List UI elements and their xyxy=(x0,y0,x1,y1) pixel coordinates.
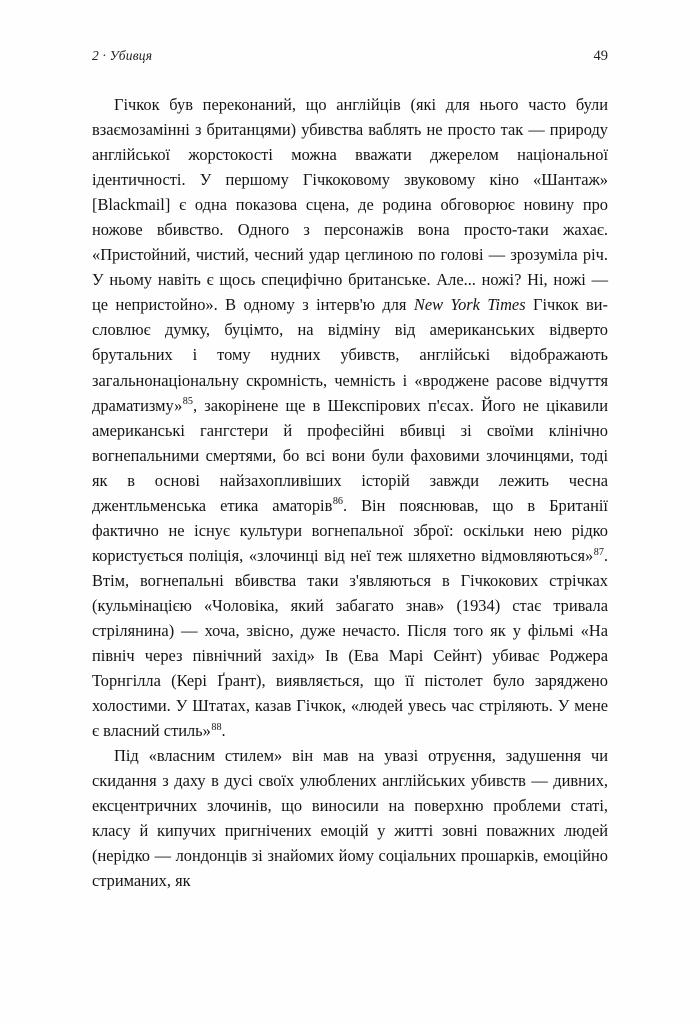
running-head-chapter-title: 2 · Убивця xyxy=(92,48,153,63)
footnote-marker: 88 xyxy=(211,721,222,733)
footnote-marker: 87 xyxy=(593,546,604,558)
page-number: 49 xyxy=(593,48,608,64)
body-text-block xyxy=(92,92,608,894)
running-head xyxy=(92,48,608,70)
paragraph: Під «власним стилем» він мав на увазі отруєння, задушення чи скидання з даху в дусі своїх улюблених англійських убивств — дивних, ексцентричних злочинів, що виносили на поверхню проблеми статі, класу й кипучих пригнічених емоцій у житті зовні поважних людей (нерідко — лондонців зі знайомих йому соціальних прошарків, емоційно стриманих, як xyxy=(92,746,608,891)
footnote-marker: 86 xyxy=(332,496,343,508)
footnote-marker: 85 xyxy=(182,396,193,408)
italic-title: New York Times xyxy=(413,295,526,315)
paragraph: Гічкок був переконаний, що англійців (які для нього часто були взаємозамінні з британцями) убивства ваблять не просто так — природу англійської жорстокості можна вважати джерелом національної ідентичності. У першому Гічкоковому звуковому кіно «Шантаж» [Blackmail] є одна показова сцена, де родина обговорює новину про ножове вбивство. Одного з персонажів вона просто-таки жахає. «Пристойний, чистий, чесний удар цеглиною по голові — зрозуміла річ. У ньому навіть є щось специфічно британське. Але... ножі? Ні, ножі — це непристойно». В одному з інтерв'ю для New York Times Гічкок висловлює думку, буцімто, на відміну від американських відверто брутальних і тому нудних убивств, англійські відображають загальнонаціональну скромність, чемність і «вроджене расове відчуття драматизму»$^{85}$, закорінене ще в Шекспірових п'єсах. Його не цікавили американські гангстери й професійні вбивці зі своїми клінічно вогнепальними смертями, бо всі вони були фаховими злочинцями, тоді як в основі найзахопливіших історій завжди лежить чесна джентльменська етика аматорів$^{86}$. Він пояснював, що в Британії фактично не існує культури вогнепальної зброї: оскільки нею рідко користується поліція, «злочинці від неї теж шляхетно відмовляються»$^{87}$. Втім, вогнепальні вбивства таки з'являються в Гічкокових стрічках (кульмінацією «Чоловіка, який забагато знав» (1934) стає тривала стрілянина) — хоча, звісно, дуже нечасто. Після того як у фільмі «На північ через північний захід» Ів (Ева Марі Сейнт) убиває Роджера Торнгілла (Кері Ґрант), виявляється, що її пістолет було заряджено холостими. У Штатах, казав Гічкок, «людей увесь час стріляють. У мене є власний стиль»$^{88}$. xyxy=(92,95,608,741)
